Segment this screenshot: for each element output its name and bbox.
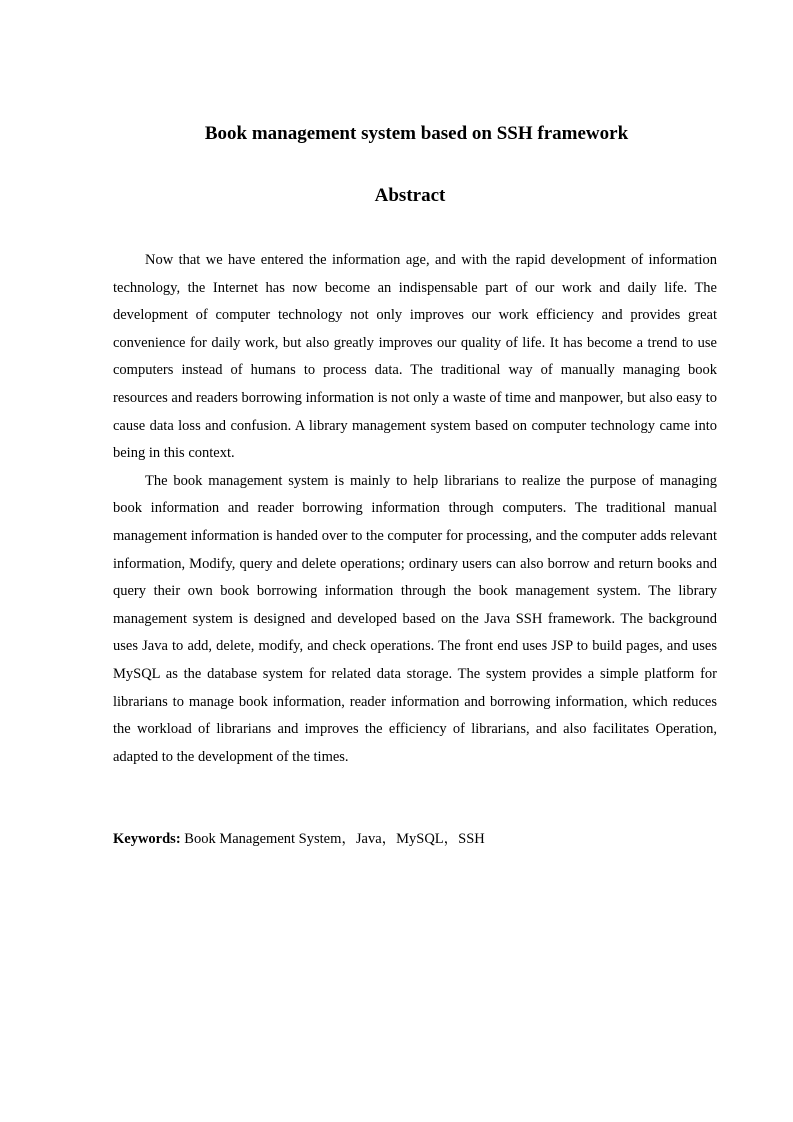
abstract-heading: Abstract (374, 185, 446, 206)
keywords-label: Keywords: (113, 831, 181, 847)
abstract-paragraph-1: Now that we have entered the information age, and with the rapid development of information technology, the Internet has now become an indispensable part of our work and daily life. The development of computer technology not only improves our work efficiency and provides great convenience for daily work, but also greatly improves our quality of life. It has become a trend to use computers instead of humans to process data. The traditional way of manually managing book resources and readers borrowing information is not only a waste of time and manpower, but also easy to cause data loss and confusion. A library management system based on computer technology came into being in this context. (113, 252, 717, 462)
keywords-line (113, 826, 717, 854)
abstract-body (113, 247, 717, 771)
abstract-paragraph-2: The book management system is mainly to help librarians to realize the purpose of managing book information and reader borrowing information through computers. The traditional manual management information is handed over to the computer for processing, and the computer adds relevant information, Modify, query and delete operations; ordinary users can also borrow and return books and query their own book borrowing information through the book management system. The library management system is designed and developed based on the Java SSH framework. The background uses Java to add, delete, modify, and check operations. The front end uses JSP to build pages, and uses MySQL as the database system for related data storage. The system provides a simple platform for librarians to manage book information, reader information and borrowing information, which reduces the workload of librarians and improves the efficiency of librarians, and also facilitates Operation, adapted to the development of the times. (113, 472, 717, 765)
keywords-value: Book Management System，Java，MySQL，SSH (180, 831, 485, 847)
document-title: Book management system based on SSH framework (204, 123, 629, 144)
